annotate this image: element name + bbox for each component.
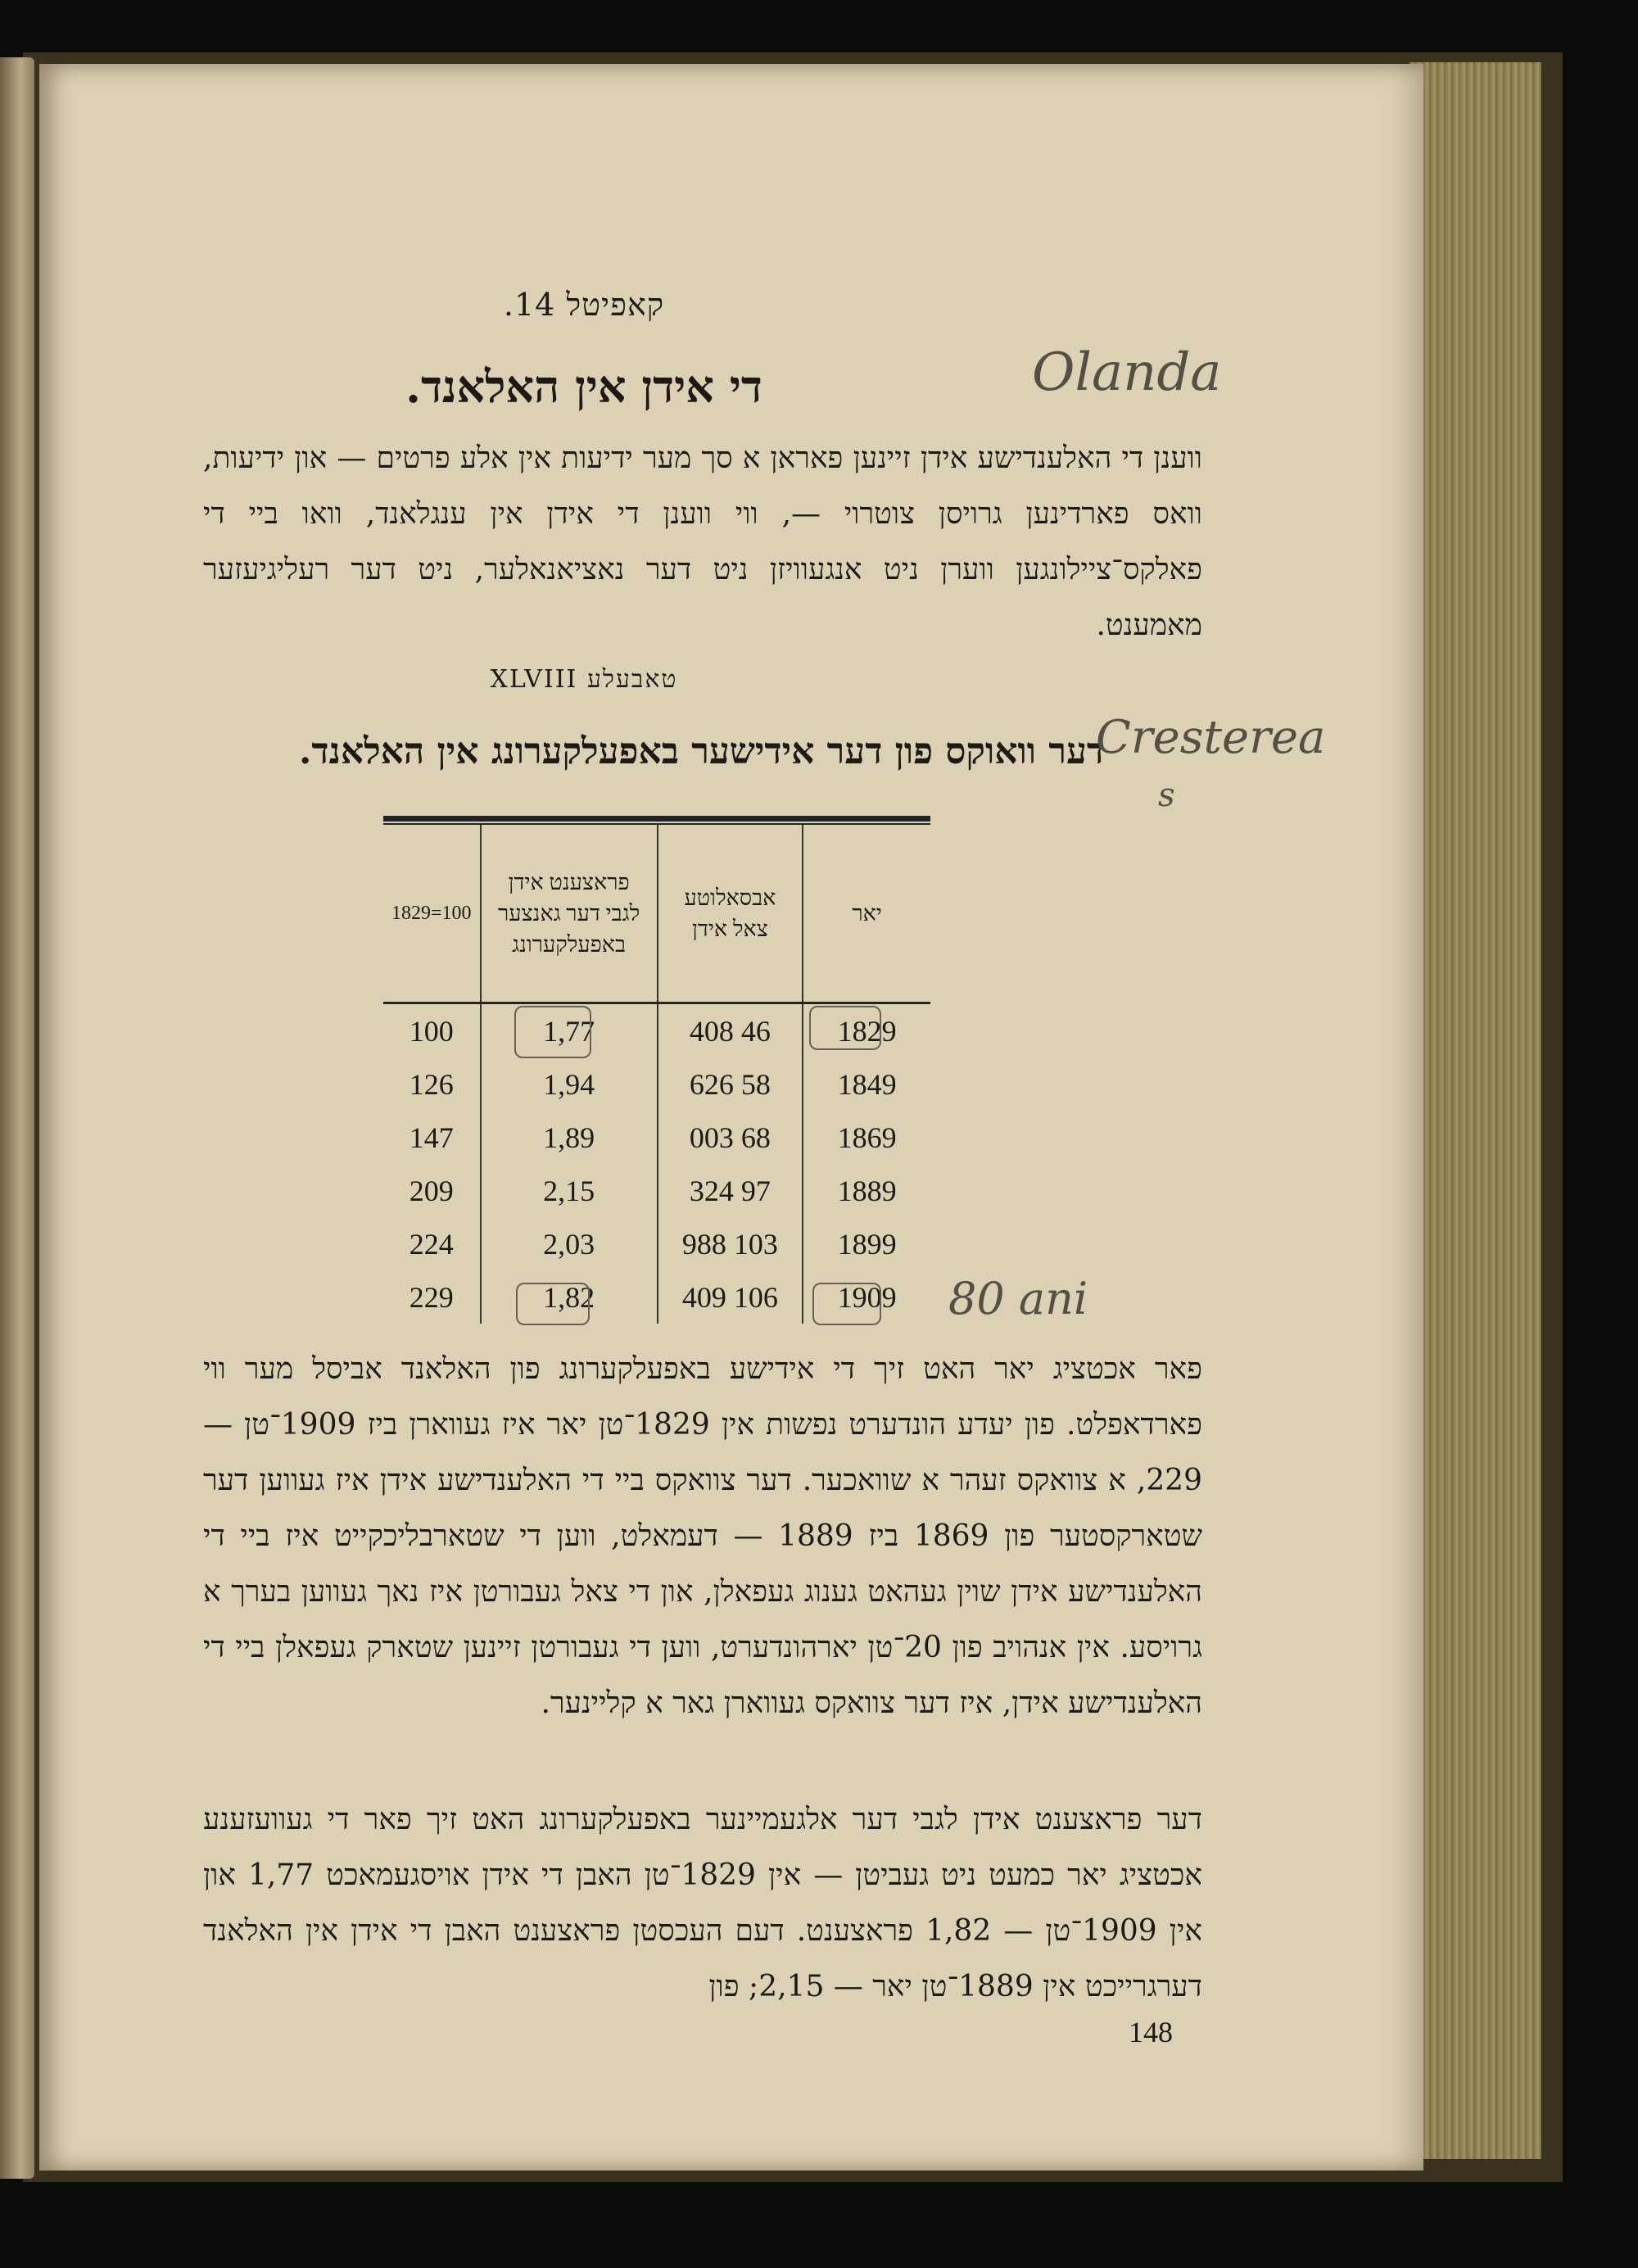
- cell-year: 1889: [803, 1164, 930, 1217]
- cell-index: 224: [409, 1227, 454, 1261]
- cell-percent: 1,94: [481, 1057, 658, 1111]
- body-paragraph-2: דער פראצענט אידן לגבי דער אלגעמיינער באפעלקערונג האט זיך פאר די געוועזענע אכטציג יאר כמעט ניט געביטן — אין 1829־טן האבן די אידן אויסגעמאכט 1,77 און אין 1909־טן — 1,82 פראצענט. דעם העכסטן פראצענט האבן די אידן אין האלאנד דערגרייכט אין 1889־טן יאר — 2,15; פון: [203, 1803, 1203, 2003]
- page-block-edges: [1409, 62, 1541, 2159]
- table-header-row: [383, 825, 930, 1003]
- header-absolute: אבסאלוטע צאל אידן: [658, 825, 803, 1003]
- handwritten-note-olanda: Olanda: [1032, 342, 1222, 403]
- cell-index: 100: [409, 1014, 454, 1048]
- table-caption: דער וואוקס פון דער אידישער באפעלקערונג אין האלאנד.: [299, 731, 1104, 772]
- cell-absolute: 106 409: [658, 1270, 803, 1324]
- left-page-edge: [0, 57, 34, 2179]
- data-table: [383, 825, 930, 1324]
- handwritten-mark-s: s: [1158, 776, 1175, 814]
- cell-index: 147: [409, 1120, 454, 1154]
- handwritten-note-80-ani: 80 ani: [948, 1273, 1088, 1324]
- cell-percent: 1,77: [481, 1003, 658, 1058]
- page-number: 148: [1129, 2016, 1173, 2048]
- cell-year: 1909: [803, 1270, 930, 1324]
- cell-index: 126: [409, 1067, 454, 1101]
- table-row: [383, 1111, 930, 1164]
- intro-paragraph: ווענן די האלענדישע אידן זיינען פאראן א סך מער ידיעות אין אלע פרטים — און ידיעות, וואס פארדינען גרויסן צוטרוי —, ווי ווענן די אידן אין ענגלאנד, וואו ביי די פאלקס־ציילונגען ווערן ניט אנגעוויזן ניט דער נאציאנאלער, ניט דער רעליגיעזער מאמענט.: [203, 441, 1202, 642]
- table-row: [383, 1217, 930, 1270]
- cell-absolute: 103 988: [658, 1217, 803, 1270]
- table-label: טאבעלע XLVIII: [490, 665, 678, 694]
- cell-percent: 2,03: [481, 1217, 658, 1270]
- cell-index: 229: [409, 1280, 454, 1314]
- header-index: 1829=100: [391, 903, 472, 924]
- book-page: [39, 64, 1423, 2171]
- pencil-circle-182: [516, 1283, 590, 1325]
- cell-absolute: 97 324: [658, 1164, 803, 1217]
- cell-year: 1899: [803, 1217, 930, 1270]
- chapter-title: די אידן אין האלאנד.: [405, 360, 762, 413]
- cell-year: 1869: [803, 1111, 930, 1164]
- cell-percent: 1,82: [481, 1270, 658, 1324]
- cell-absolute: 46 408: [658, 1003, 803, 1058]
- cell-percent: 2,15: [481, 1164, 658, 1217]
- cell-year: 1829: [803, 1003, 930, 1058]
- handwritten-note-cresterea: Cresterea: [1096, 711, 1326, 764]
- cell-index: 209: [409, 1174, 454, 1207]
- population-table: [383, 816, 930, 1324]
- cell-absolute: 58 626: [658, 1057, 803, 1111]
- pencil-circle-177: [514, 1006, 591, 1058]
- cell-absolute: 68 003: [658, 1111, 803, 1164]
- pencil-circle-1909: [812, 1283, 881, 1325]
- table-row: [383, 1164, 930, 1217]
- table-row: [383, 1057, 930, 1111]
- cell-year: 1849: [803, 1057, 930, 1111]
- cell-percent: 1,89: [481, 1111, 658, 1164]
- body-paragraph-1: פאר אכטציג יאר האט זיך די אידישע באפעלקערונג פון האלאנד אביסל מער ווי פארדאפלט. פון יעדע הונדערט נפשות אין 1829־טן יאר איז געווארן ביז 1909־טן — 229, א צוואקס זעהר א שוואכער. דער צוואקס ביי די האלענדישע אידן איז געווען דער שטארקסטער פון 1869 ביז 1889 — דעמאלט, ווען די שטארבליכקייט איז ביי די האלענדישע אידן שוין געהאט גענוג געפאלן, און די צאל געבורטן איז נאך געווען בערך א גרויסע. אין אנהויב פון 20־טן יארהונדערט, ווען די געבורטן זיינען שטארק געפאלן ביי די האלענדישע אידן, איז דער צוואקס געווארן גאר א קליינער.: [203, 1352, 1203, 1720]
- pencil-circle-1829: [809, 1006, 881, 1050]
- header-percent: פראצענט אידן לגבי דער גאנצער באפעלקערונג: [481, 825, 658, 1003]
- header-year: יאר: [803, 825, 930, 1003]
- table-top-rule-thick: [383, 816, 930, 822]
- chapter-label: קאפיטל 14.: [503, 287, 665, 323]
